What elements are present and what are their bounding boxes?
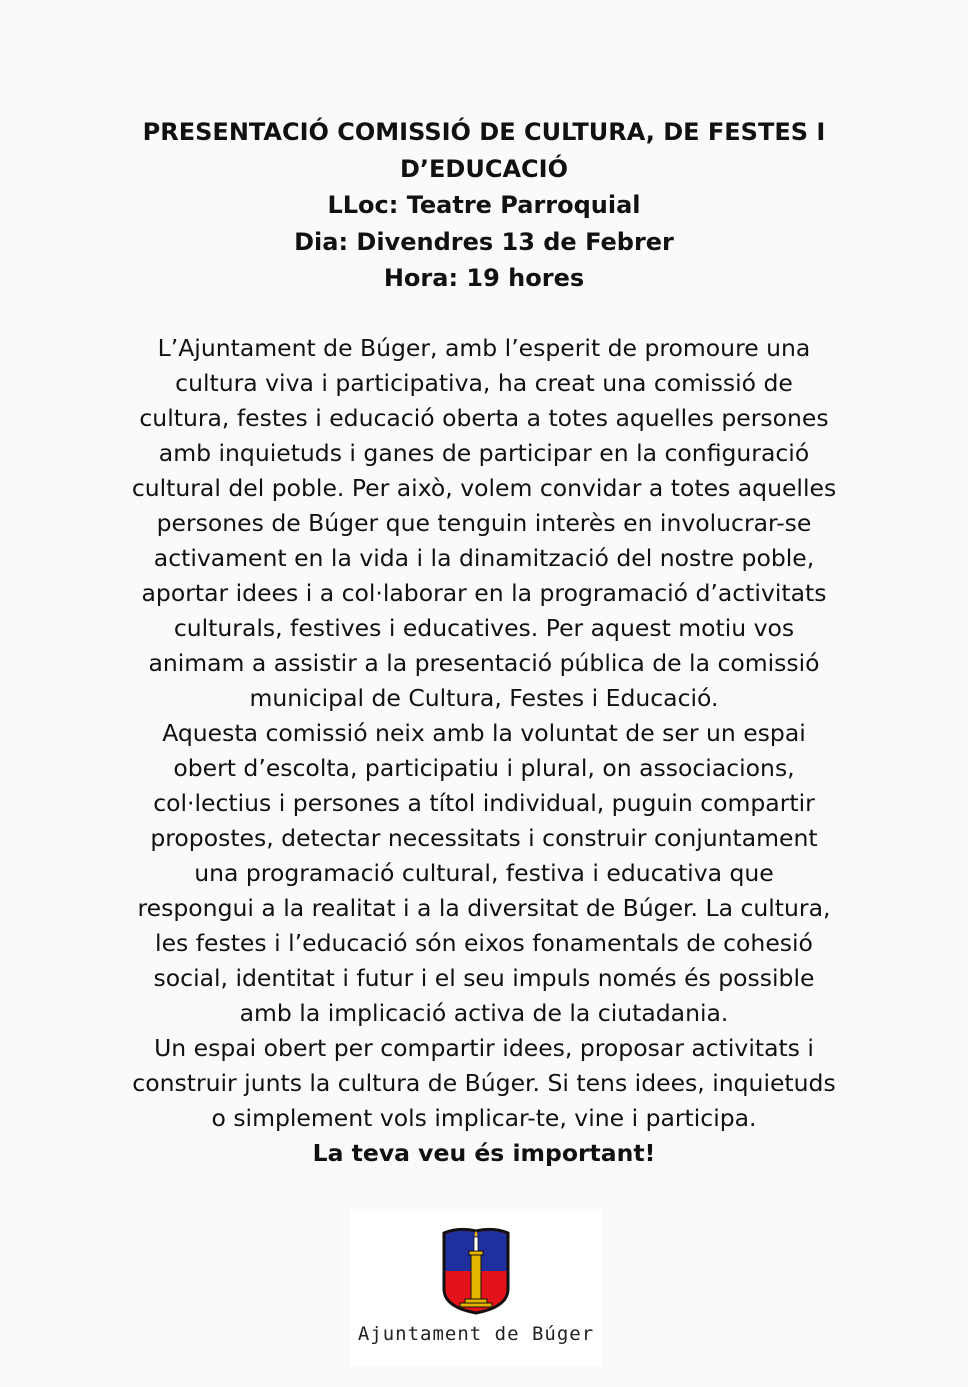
body-line: L’Ajuntament de Búger, amb l’esperit de promoure una xyxy=(157,334,811,362)
closing-line: La teva veu és important! xyxy=(312,1139,656,1167)
logo-text: Ajuntament de Búger xyxy=(357,1323,595,1345)
event-date: Dia: Divendres 13 de Febrer xyxy=(294,227,674,256)
announcement-body xyxy=(60,331,908,1171)
body-line: aportar idees i a col·laborar en la programació d’activitats xyxy=(141,579,827,607)
body-line: activament en la vida i la dinamització del nostre poble, xyxy=(153,544,815,572)
body-line: propostes, detectar necessitats i construir conjuntament xyxy=(150,824,818,852)
body-line: cultura, festes i educació oberta a totes aquelles persones xyxy=(139,404,829,432)
event-title-line-2: D’EDUCACIÓ xyxy=(400,154,568,183)
body-line: o simplement vols implicar-te, vine i participa. xyxy=(211,1104,757,1132)
body-line: Un espai obert per compartir idees, proposar activitats i xyxy=(154,1034,814,1062)
body-line: construir junts la cultura de Búger. Si tens idees, inquietuds xyxy=(132,1069,836,1097)
body-line: municipal de Cultura, Festes i Educació. xyxy=(249,684,719,712)
body-line: social, identitat i futur i el seu impuls només és possible xyxy=(153,964,815,992)
body-line: amb la implicació activa de la ciutadania. xyxy=(239,999,729,1027)
body-line: Aquesta comissió neix amb la voluntat de ser un espai xyxy=(162,719,806,747)
body-line: persones de Búger que tenguin interès en involucrar-se xyxy=(156,509,812,537)
body-line: col·lectius i persones a títol individual, puguin compartir xyxy=(153,789,815,817)
body-line: cultura viva i participativa, ha creat una comissió de xyxy=(175,369,793,397)
body-line: obert d’escolta, participatiu i plural, on associacions, xyxy=(173,754,795,782)
event-location: LLoc: Teatre Parroquial xyxy=(327,191,641,219)
event-time: Hora: 19 hores xyxy=(383,264,585,292)
body-line: les festes i l’educació són eixos fonamentals de cohesió xyxy=(155,929,813,957)
body-line: respongui a la realitat i a la diversitat de Búger. La cultura, xyxy=(137,894,831,922)
body-line: animam a assistir a la presentació pública de la comissió xyxy=(148,649,820,677)
coat-of-arms-icon xyxy=(441,1227,511,1315)
body-line: culturals, festives i educatives. Per aquest motiu vos xyxy=(173,614,795,642)
body-line: cultural del poble. Per això, volem convidar a totes aquelles xyxy=(131,474,837,502)
event-title-line-1: PRESENTACIÓ COMISSIÓ DE CULTURA, DE FESTES I xyxy=(142,118,826,146)
body-line: amb inquietuds i ganes de participar en la configuració xyxy=(158,439,810,467)
body-line: una programació cultural, festiva i educativa que xyxy=(194,859,774,887)
event-header xyxy=(110,114,858,297)
municipal-logo xyxy=(350,1211,602,1366)
